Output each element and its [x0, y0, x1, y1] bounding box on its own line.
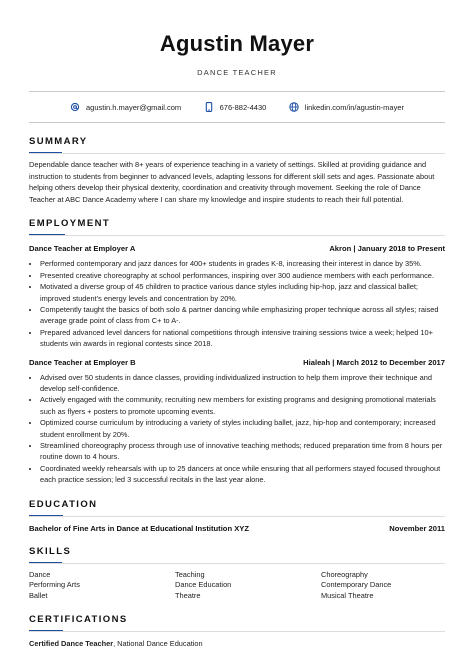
section-rule	[29, 631, 445, 632]
section-rule	[29, 516, 445, 517]
skills-section	[29, 533, 445, 602]
summary-heading: SUMMARY	[29, 136, 88, 147]
section-rule	[29, 563, 445, 564]
skill-item: Contemporary Dance	[321, 580, 392, 590]
job-header	[29, 244, 445, 253]
job-entry	[29, 244, 445, 349]
certification-issuer: , National Dance Education	[113, 639, 203, 649]
skill-item: Musical Theatre	[321, 590, 374, 600]
list-item: • Competently taught the basics of both solo & partner dancing while emphasizing proper technique across all styles; raised average grade point of class from C+ to A-.	[40, 304, 445, 327]
job-entry	[29, 358, 445, 486]
candidate-name: Agustin Mayer	[159, 31, 315, 56]
list-item: • Prepared advanced level dancers for national competitions through intensive training sessions twice a week; helped 10+ students win awards in regional contests since 2018.	[40, 327, 445, 350]
globe-icon	[289, 102, 299, 112]
job-bullets	[29, 372, 445, 486]
skill-item: Teaching	[175, 569, 205, 579]
employment-section	[29, 205, 445, 485]
list-item: • Streamlined choreography process through use of innovative teaching methods; reduced preparation time from 8 hours per routine down to 4 hours.	[40, 440, 445, 463]
contact-email[interactable]	[70, 102, 181, 112]
employment-heading: EMPLOYMENT	[29, 218, 111, 230]
email-icon	[70, 102, 80, 112]
education-section	[29, 486, 445, 533]
summary-text: Dependable dance teacher with 8+ years of experience teaching in a variety of settings. Skilled at providing guidance and instruction to students from beginner to advanced levels, adapting lessons for different skill sets and ages. Passionate about helping others develop their physical dexterity, coordination and creativity through movement. Seeking the role of Dance Teacher at ABC Dance Academy where I can share my knowledge and inspire students to reach their full potential.	[29, 160, 435, 204]
section-rule	[29, 153, 445, 154]
list-item: • Presented creative choreography at school performances, inspiring over 300 audience members with each performance.	[40, 270, 445, 281]
skill-item: Choreography	[321, 569, 368, 579]
job-title: Dance Teacher at Employer A	[29, 244, 136, 254]
contact-linkedin[interactable]	[289, 102, 404, 112]
education-entry	[29, 524, 445, 533]
list-item: • Performed contemporary and jazz dances for 400+ students in grades K-8, increasing their interest in dance by 35%.	[40, 258, 445, 269]
email-text: agustin.h.mayer@gmail.com	[86, 102, 182, 112]
candidate-title: DANCE TEACHER	[197, 68, 277, 77]
skill-item: Ballet	[29, 590, 48, 600]
education-heading: EDUCATION	[29, 498, 98, 510]
job-header	[29, 358, 445, 367]
degree-text: Bachelor of Fine Arts in Dance at Educational Institution XYZ	[29, 523, 249, 533]
list-item: • Optimized course curriculum by introducing a variety of styles including ballet, jazz, hip-hop and contemporary; increased student enrollment by 20%.	[40, 417, 445, 440]
job-meta: Hialeah | March 2012 to December 2017	[303, 357, 445, 367]
degree-date: November 2011	[389, 523, 445, 533]
section-rule	[29, 235, 445, 236]
phone-text: 676-882-4430	[219, 102, 267, 112]
certification-name: Certified Dance Teacher	[29, 639, 114, 649]
certification-entry	[29, 639, 445, 648]
skill-item: Theatre	[175, 590, 201, 600]
certifications-section	[29, 601, 445, 648]
job-bullets	[29, 258, 445, 349]
list-item: • Advised over 50 students in dance classes, providing individualized instruction to help them improve their technique and develop self-confidence.	[40, 372, 445, 395]
phone-icon	[204, 102, 214, 112]
skills-heading: SKILLS	[29, 545, 72, 557]
job-meta: Akron | January 2018 to Present	[329, 244, 445, 254]
skill-item: Dance Education	[175, 580, 232, 590]
contact-bar	[29, 92, 445, 122]
certifications-heading: CERTIFICATIONS	[29, 614, 128, 626]
skills-grid	[29, 570, 445, 602]
linkedin-text: linkedin.com/in/agustin-mayer	[304, 102, 404, 112]
list-item: • Motivated a diverse group of 45 children to practice various dance styles including hip-hop, jazz and classical ballet; improved student's energy levels and concentration by 20%.	[40, 281, 445, 304]
list-item: • Actively engaged with the community, recruiting new members for existing programs and designing promotional materials such as flyers + posters to promote upcoming events.	[40, 394, 445, 417]
summary-section	[29, 123, 445, 205]
skill-item: Dance	[29, 569, 51, 579]
contact-phone[interactable]	[204, 102, 267, 112]
skill-item: Performing Arts	[29, 580, 80, 590]
list-item: • Coordinated weekly rehearsals with up to 25 dancers at once while ensuring that all performers stayed focused throughout each practice session; led 3 successful recitals in the last year alone.	[40, 463, 445, 486]
job-title: Dance Teacher at Employer B	[29, 357, 136, 367]
